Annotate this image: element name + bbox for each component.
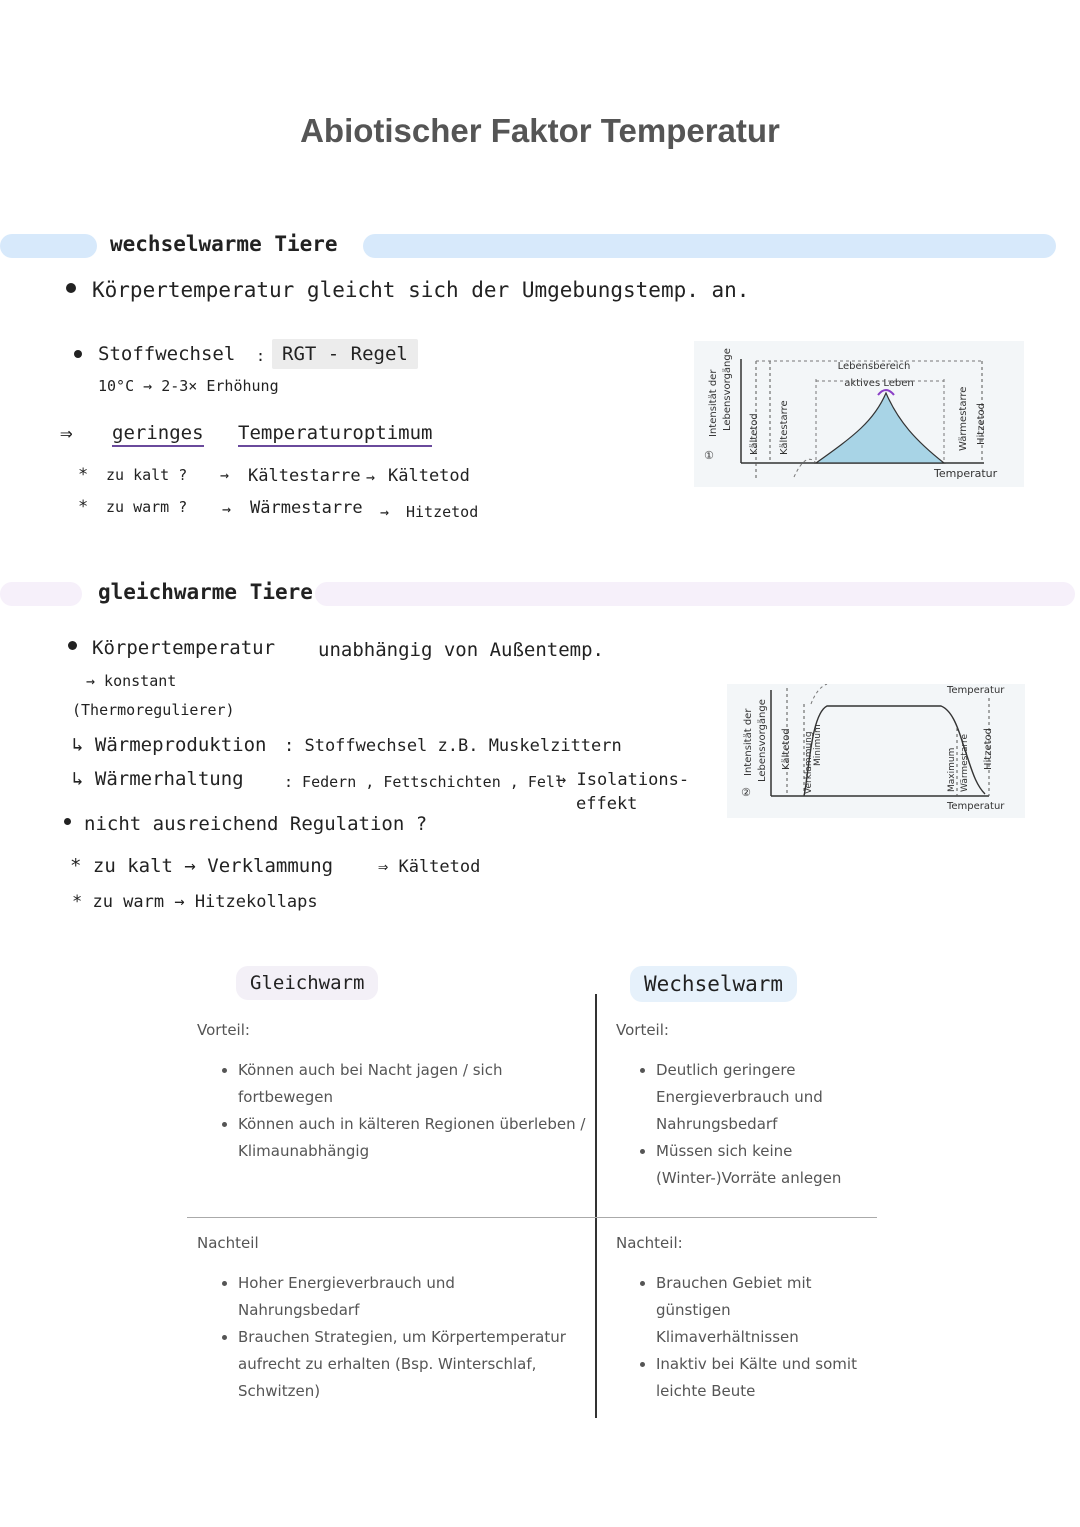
- section-heading-wechselwarm: wechselwarme Tiere: [110, 232, 338, 256]
- right-vorteil-label: Vorteil:: [616, 1021, 669, 1039]
- geringes: geringes: [112, 422, 204, 447]
- diagram1-dashed-curve: [794, 459, 816, 477]
- left-nachteil-label: Nachteil: [197, 1234, 259, 1252]
- diagram2-curve: [804, 706, 985, 796]
- diagram2-ylabel: Intensität der: [743, 708, 754, 776]
- diagram2-dashed-curve: [811, 684, 827, 704]
- star-icon: *: [78, 465, 89, 485]
- diagram2-label-hitzetod: Hitzetod: [983, 727, 994, 770]
- bullet-dot: [66, 283, 76, 293]
- diagram2-xlabel-top: Temperatur: [947, 685, 1005, 696]
- diagram1-label-lebensbereich: Lebensbereich: [837, 361, 911, 372]
- cold-kaeltetod: ⇒ Kältetod: [378, 857, 481, 877]
- bullet-body-temp: Körpertemperatur gleicht sich der Umgebungstemp. an.: [92, 278, 750, 302]
- section-band-left: [0, 582, 82, 606]
- waermeproduktion-detail: : Stoffwechsel z.B. Muskelzittern: [284, 736, 622, 756]
- arrow-icon: →: [222, 500, 232, 518]
- kaeltestarre: Kältestarre: [248, 466, 361, 486]
- colon: :: [256, 347, 266, 365]
- stoffwechsel-label: Stoffwechsel: [98, 343, 236, 365]
- diagram2-label-waermestarre: Wärmestarre: [960, 734, 970, 792]
- diagram1-ylabel: Lebensvorgänge: [722, 348, 733, 431]
- temperature-curve-diagram-2: [727, 684, 1025, 818]
- list-item: • Inaktiv bei Kälte und somit leichte Beute: [656, 1351, 874, 1405]
- table-vertical-divider: [595, 994, 597, 1418]
- diagram2-label-kaeltetod: Kältetod: [781, 728, 792, 770]
- left-vorteil-label: Vorteil:: [197, 1021, 250, 1039]
- diagram2-label-minimum: Minimum: [813, 724, 823, 766]
- body-temp-detail: unabhängig von Außentemp.: [318, 639, 604, 661]
- diagram1-label-hitzetod: Hitzetod: [976, 402, 987, 445]
- kaeltetod: Kältetod: [388, 466, 470, 486]
- right-vorteil-list: [638, 1057, 874, 1192]
- list-item: • Brauchen Gebiet mit günstigen Klimaverhältnissen: [656, 1270, 874, 1351]
- cold-verklammung: * zu kalt → Verklammung: [70, 855, 334, 877]
- temperaturoptimum: Temperaturoptimum: [238, 422, 432, 447]
- implies-arrow: ⇒: [60, 421, 73, 445]
- body-temp-label: Körpertemperatur: [92, 637, 276, 659]
- arrow-icon: →: [220, 466, 230, 484]
- left-nachteil-list: [220, 1270, 578, 1405]
- rgt-rule: RGT - Regel: [272, 339, 418, 369]
- waermeproduktion: ↳ Wärmeproduktion: [72, 734, 267, 756]
- thermoregulierer: (Thermoregulierer): [72, 701, 235, 719]
- diagram1-xlabel: Temperatur: [934, 467, 998, 480]
- diagram1-label-kaeltetod: Kältetod: [749, 413, 760, 455]
- right-nachteil-list: [638, 1270, 874, 1405]
- list-item: • Können auch bei Nacht jagen / sich fortbewegen: [238, 1057, 590, 1111]
- bullet-dot: [68, 641, 77, 650]
- table-horizontal-divider: [187, 1217, 877, 1218]
- column-header-gleichwarm: Gleichwarm: [236, 966, 378, 1000]
- list-item: • Müssen sich keine (Winter-)Vorräte anlegen: [656, 1138, 874, 1192]
- bullet-dot: [74, 350, 82, 358]
- waermerhaltung: ↳ Wärmerhaltung: [72, 768, 244, 790]
- page-title: Abiotischer Faktor Temperatur: [300, 112, 780, 149]
- diagram2-label-verklammung: Verklammung: [804, 731, 814, 794]
- diagram1-label-kaeltestarre: Kältestarre: [779, 400, 790, 455]
- cold-question: zu kalt ?: [106, 466, 188, 484]
- diagram2-ylabel: Lebensvorgänge: [757, 699, 768, 782]
- section-band-right: [315, 582, 1075, 606]
- diagram1-label-waermestarre: Wärmestarre: [958, 386, 969, 451]
- waermerhaltung-detail: : Federn , Fettschichten , Fell: [284, 773, 564, 791]
- section-band-left: [0, 234, 97, 258]
- section-band-right: [363, 234, 1056, 258]
- diagram2-xlabel-bottom: Temperatur: [947, 801, 1005, 812]
- bullet-dot: [64, 818, 71, 825]
- list-item: • Können auch in kälteren Regionen überleben / Klimaunabhängig: [238, 1111, 590, 1165]
- warm-question: zu warm ?: [106, 498, 188, 516]
- konstant: → konstant: [86, 672, 177, 690]
- diagram1-ylabel: Intensität der: [708, 369, 719, 437]
- column-header-wechselwarm: Wechselwarm: [630, 966, 797, 1002]
- diagram1-label-aktives-leben: aktives Leben: [844, 378, 914, 389]
- left-vorteil-list: [220, 1057, 590, 1165]
- hitzetod: Hitzetod: [406, 503, 479, 521]
- regulation-question: nicht ausreichend Regulation ?: [84, 813, 428, 835]
- diagram1-number-icon: ①: [704, 449, 714, 462]
- section-heading-gleichwarm: gleichwarme Tiere: [98, 580, 313, 604]
- isolationseffekt-2: effekt: [576, 794, 638, 814]
- diagram2-number-icon: ②: [741, 786, 751, 799]
- rgt-detail: 10°C → 2-3× Erhöhung: [98, 377, 279, 395]
- star-icon: *: [78, 497, 89, 517]
- warm-hitzekollaps: * zu warm → Hitzekollaps: [72, 892, 318, 912]
- right-nachteil-label: Nachteil:: [616, 1234, 683, 1252]
- arrow-icon: →: [380, 503, 390, 521]
- arrow-icon: →: [366, 468, 376, 486]
- waermestarre: Wärmestarre: [250, 498, 363, 518]
- list-item: • Hoher Energieverbrauch und Nahrungsbedarf: [238, 1270, 578, 1324]
- list-item: • Deutlich geringere Energieverbrauch und Nahrungsbedarf: [656, 1057, 874, 1138]
- diagram2-label-maximum: Maximum: [947, 747, 957, 792]
- list-item: • Brauchen Strategien, um Körpertemperatur aufrecht zu erhalten (Bsp. Winterschlaf, Schwitzen): [238, 1324, 578, 1405]
- isolationseffekt: → Isolations-: [556, 770, 690, 790]
- diagram1-curve-area: [816, 393, 944, 463]
- temperature-curve-diagram-1: [694, 341, 1024, 487]
